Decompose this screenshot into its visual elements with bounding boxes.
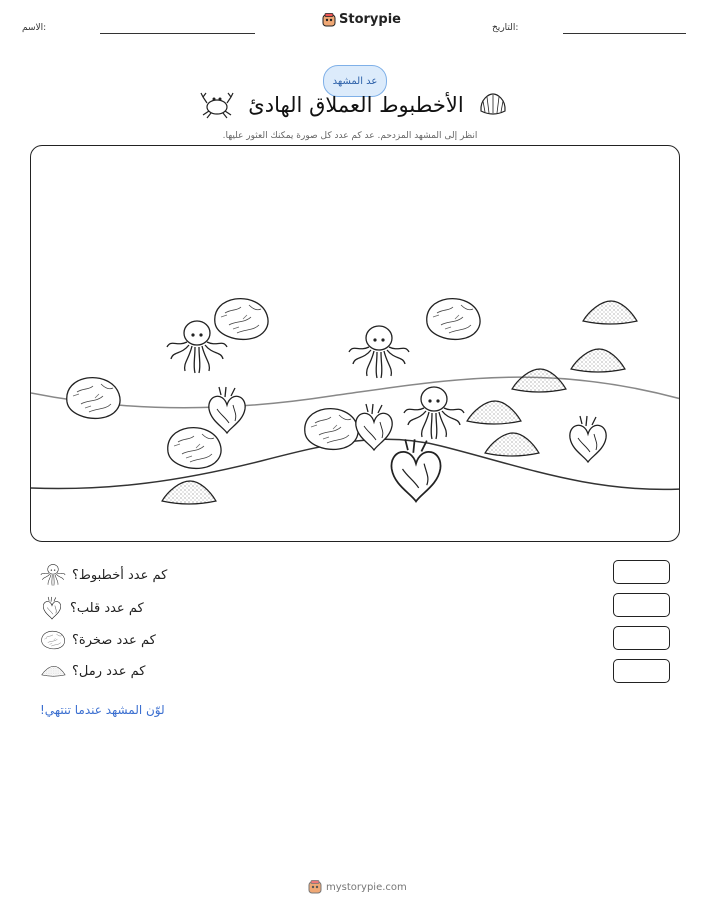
answer-box-octopus[interactable] xyxy=(613,560,670,584)
question-rock xyxy=(40,629,156,651)
brand-logo xyxy=(322,12,401,27)
sand-pile xyxy=(467,401,521,424)
rock xyxy=(305,409,358,450)
sand-pile xyxy=(571,349,625,372)
heart xyxy=(570,416,606,462)
rock-icon xyxy=(40,629,66,651)
sand-pile xyxy=(162,481,216,504)
question-heart xyxy=(40,596,144,620)
sand-icon xyxy=(40,662,66,680)
heart xyxy=(209,387,245,433)
coloring-prompt: لوّن المشهد عندما تنتهي! xyxy=(40,703,165,717)
crab-icon xyxy=(200,90,234,120)
heart-icon xyxy=(40,596,64,620)
question-text: كم عدد صخرة؟ xyxy=(72,632,156,648)
answer-box-heart[interactable] xyxy=(613,593,670,617)
date-line[interactable] xyxy=(563,33,686,34)
heart xyxy=(391,439,440,501)
storypie-logo-icon xyxy=(308,880,322,894)
question-sand xyxy=(40,662,145,680)
question-text: كم عدد رمل؟ xyxy=(72,663,146,679)
sand-pile xyxy=(583,301,637,324)
rock xyxy=(67,378,120,419)
answer-box-rock[interactable] xyxy=(613,626,670,650)
scene-canvas xyxy=(31,146,679,541)
instructions: انظر إلى المشهد المزدحم. عد كم عدد كل صورة يمكنك العثور عليها. xyxy=(222,131,478,141)
activity-badge: عد المشهد xyxy=(323,65,387,97)
question-text: كم عدد قلب؟ xyxy=(70,600,144,616)
footer xyxy=(308,880,407,894)
octopus-icon xyxy=(40,563,66,587)
back-wave-line xyxy=(31,377,679,408)
rock xyxy=(427,299,480,340)
heart xyxy=(356,404,392,450)
answer-box-sand[interactable] xyxy=(613,659,670,683)
name-label: الاسم: xyxy=(22,23,47,33)
footer-url[interactable]: mystorypie.com xyxy=(326,881,407,893)
rock xyxy=(168,428,221,469)
sand-pile xyxy=(512,369,566,392)
sand-pile xyxy=(485,433,539,456)
storypie-logo-icon xyxy=(322,13,336,27)
scene-panel xyxy=(30,145,680,542)
name-line[interactable] xyxy=(100,33,255,34)
octopus xyxy=(404,387,464,439)
question-text: كم عدد أخطبوط؟ xyxy=(72,567,168,583)
date-label: التاريخ: xyxy=(492,23,519,33)
rock xyxy=(215,299,268,340)
brand-name: Storypie xyxy=(339,12,401,27)
page-title: الأخطبوط العملاق الهادئ xyxy=(248,93,464,117)
shell-icon xyxy=(478,92,508,118)
question-octopus xyxy=(40,563,167,587)
octopus xyxy=(349,326,409,378)
